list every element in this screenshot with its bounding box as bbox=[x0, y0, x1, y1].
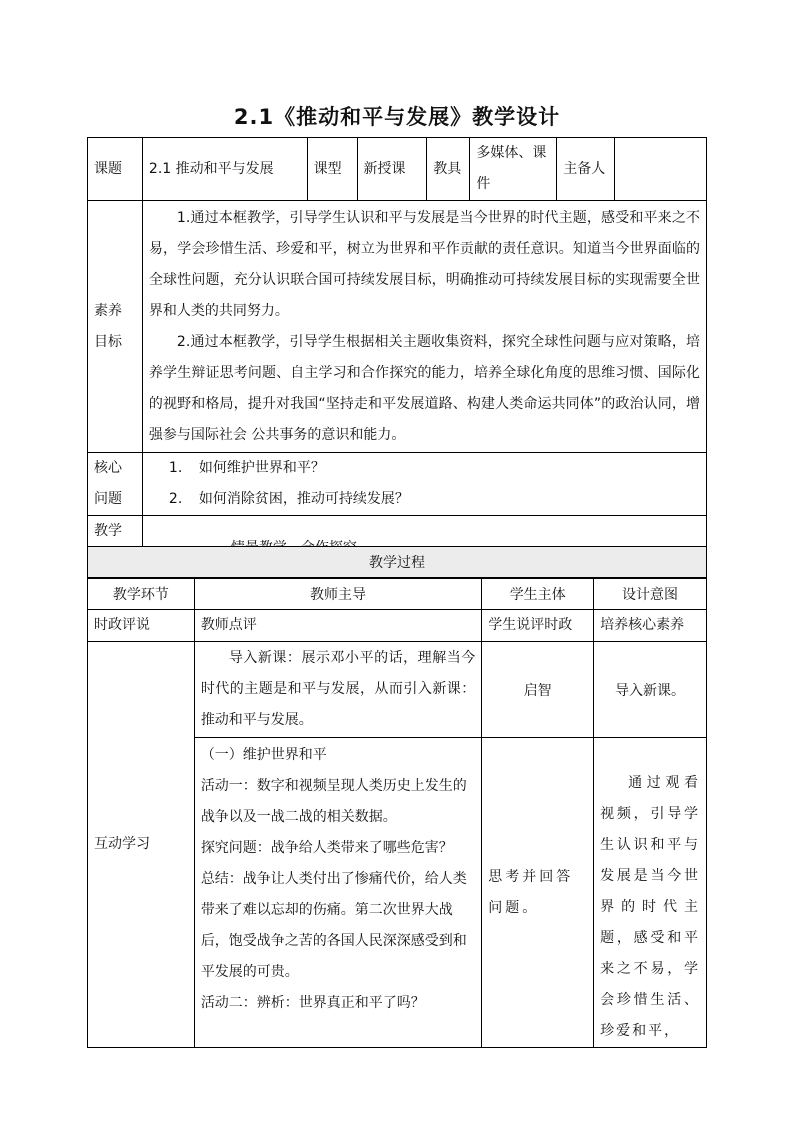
type-value: 新授课 bbox=[357, 138, 427, 201]
teacher-line: 活动一：数字和视频呈现人类历史上发生的战争以及一战二战的相关数据。 bbox=[200, 778, 467, 825]
table-row bbox=[88, 642, 707, 738]
core-label-line2: 问题 bbox=[94, 491, 122, 507]
core-question-number: 1. bbox=[168, 460, 183, 476]
intent-cell: 通过观看视频，引导学生认识和平与发展是当今世界的时代主题，感受和平来之不易，学会珍惜生活、珍爱和平， bbox=[594, 738, 707, 1048]
type-label: 课型 bbox=[307, 138, 357, 201]
student-cell: 启智 bbox=[482, 642, 594, 738]
core-question-text: 如何消除贫困，推动可持续发展？ bbox=[198, 491, 409, 507]
lesson-info-table bbox=[87, 137, 707, 579]
lead-label: 主备人 bbox=[557, 138, 615, 201]
student-cell: 思考并回答问题。 bbox=[482, 738, 594, 1048]
literacy-label-line2: 目标 bbox=[94, 333, 122, 350]
course-label: 课题 bbox=[88, 138, 143, 201]
process-heading: 教学过程 bbox=[88, 547, 707, 578]
table-cell: 学生说评时政 bbox=[482, 610, 594, 642]
lead-value bbox=[615, 138, 707, 201]
core-question bbox=[143, 453, 706, 484]
column-header: 学生主体 bbox=[482, 578, 594, 610]
tools-label: 教具 bbox=[427, 138, 470, 201]
core-row bbox=[88, 453, 707, 516]
teacher-cell bbox=[194, 738, 481, 1048]
table-row bbox=[88, 610, 707, 642]
page-title: 2.1《推动和平与发展》教学设计 bbox=[233, 105, 561, 129]
literacy-paragraph: 1.通过本框教学，引导学生认识和平与发展是当今世界的时代主题，感受和平来之不易，学会珍惜生活、珍爱和平，树立为世界和平作贡献的责任意识。知道当今世界面临的全球性问题，充分认识联合国可持续发展目标，明确推动可持续发展目标的实现需要全世界和人类的共同努力。 bbox=[148, 209, 700, 319]
core-label bbox=[88, 453, 143, 516]
core-label-line1: 核心 bbox=[94, 460, 122, 476]
process-header-row bbox=[88, 578, 707, 610]
column-header: 教学环节 bbox=[88, 578, 195, 610]
literacy-row bbox=[88, 201, 707, 453]
process-table bbox=[87, 546, 707, 1048]
teacher-line: 活动二：辨析：世界真正和平了吗？ bbox=[200, 995, 425, 1011]
core-question-number: 2. bbox=[168, 491, 183, 507]
teacher-cell: 导入新课：展示邓小平的话，理解当今时代的主题是和平与发展，从而引入新课：推动和平与发展。 bbox=[194, 642, 481, 738]
teacher-line: 总结：战争让人类付出了惨痛代价，给人类带来了难以忘却的伤痛。第二次世界大战后，饱受战争之苦的各国人民深深感受到和平发展的可贵。 bbox=[200, 871, 467, 980]
core-question-text: 如何维护世界和平？ bbox=[198, 460, 325, 476]
table-cell: 培养核心素养 bbox=[594, 610, 707, 642]
tools-value: 多媒体、课件 bbox=[470, 138, 557, 201]
teacher-line: 探究问题：战争给人类带来了哪些危害？ bbox=[200, 840, 453, 856]
table-cell: 教师点评 bbox=[194, 610, 481, 642]
course-value: 2.1 推动和平与发展 bbox=[142, 138, 307, 201]
course-row bbox=[88, 138, 707, 201]
intent-cell: 导入新课。 bbox=[594, 642, 707, 738]
literacy-paragraph: 2.通过本框教学，引导学生根据相关主题收集资料，探究全球性问题与应对策略，培养学生辩证思考问题、自主学习和合作探究的能力，培养全球化角度的思维习惯、国际化的视野和格局，提升对我国“坚持走和平发展道路、构建人类命运共同体”的政治认同，增强参与国际社会 公共事务的意识和能力。 bbox=[148, 333, 700, 443]
method-label-line1: 教学 bbox=[94, 523, 122, 539]
column-header: 教师主导 bbox=[194, 578, 481, 610]
core-content bbox=[142, 453, 706, 516]
literacy-content bbox=[142, 201, 706, 453]
literacy-label bbox=[88, 201, 143, 453]
stage-cell: 互动学习 bbox=[88, 642, 195, 1048]
core-question bbox=[143, 484, 706, 515]
teacher-line: （一）维护世界和平 bbox=[200, 747, 327, 763]
table-cell: 时政评说 bbox=[88, 610, 195, 642]
process-heading-row bbox=[88, 547, 707, 578]
column-header: 设计意图 bbox=[594, 578, 707, 610]
literacy-label-line1: 素养 bbox=[94, 302, 122, 319]
